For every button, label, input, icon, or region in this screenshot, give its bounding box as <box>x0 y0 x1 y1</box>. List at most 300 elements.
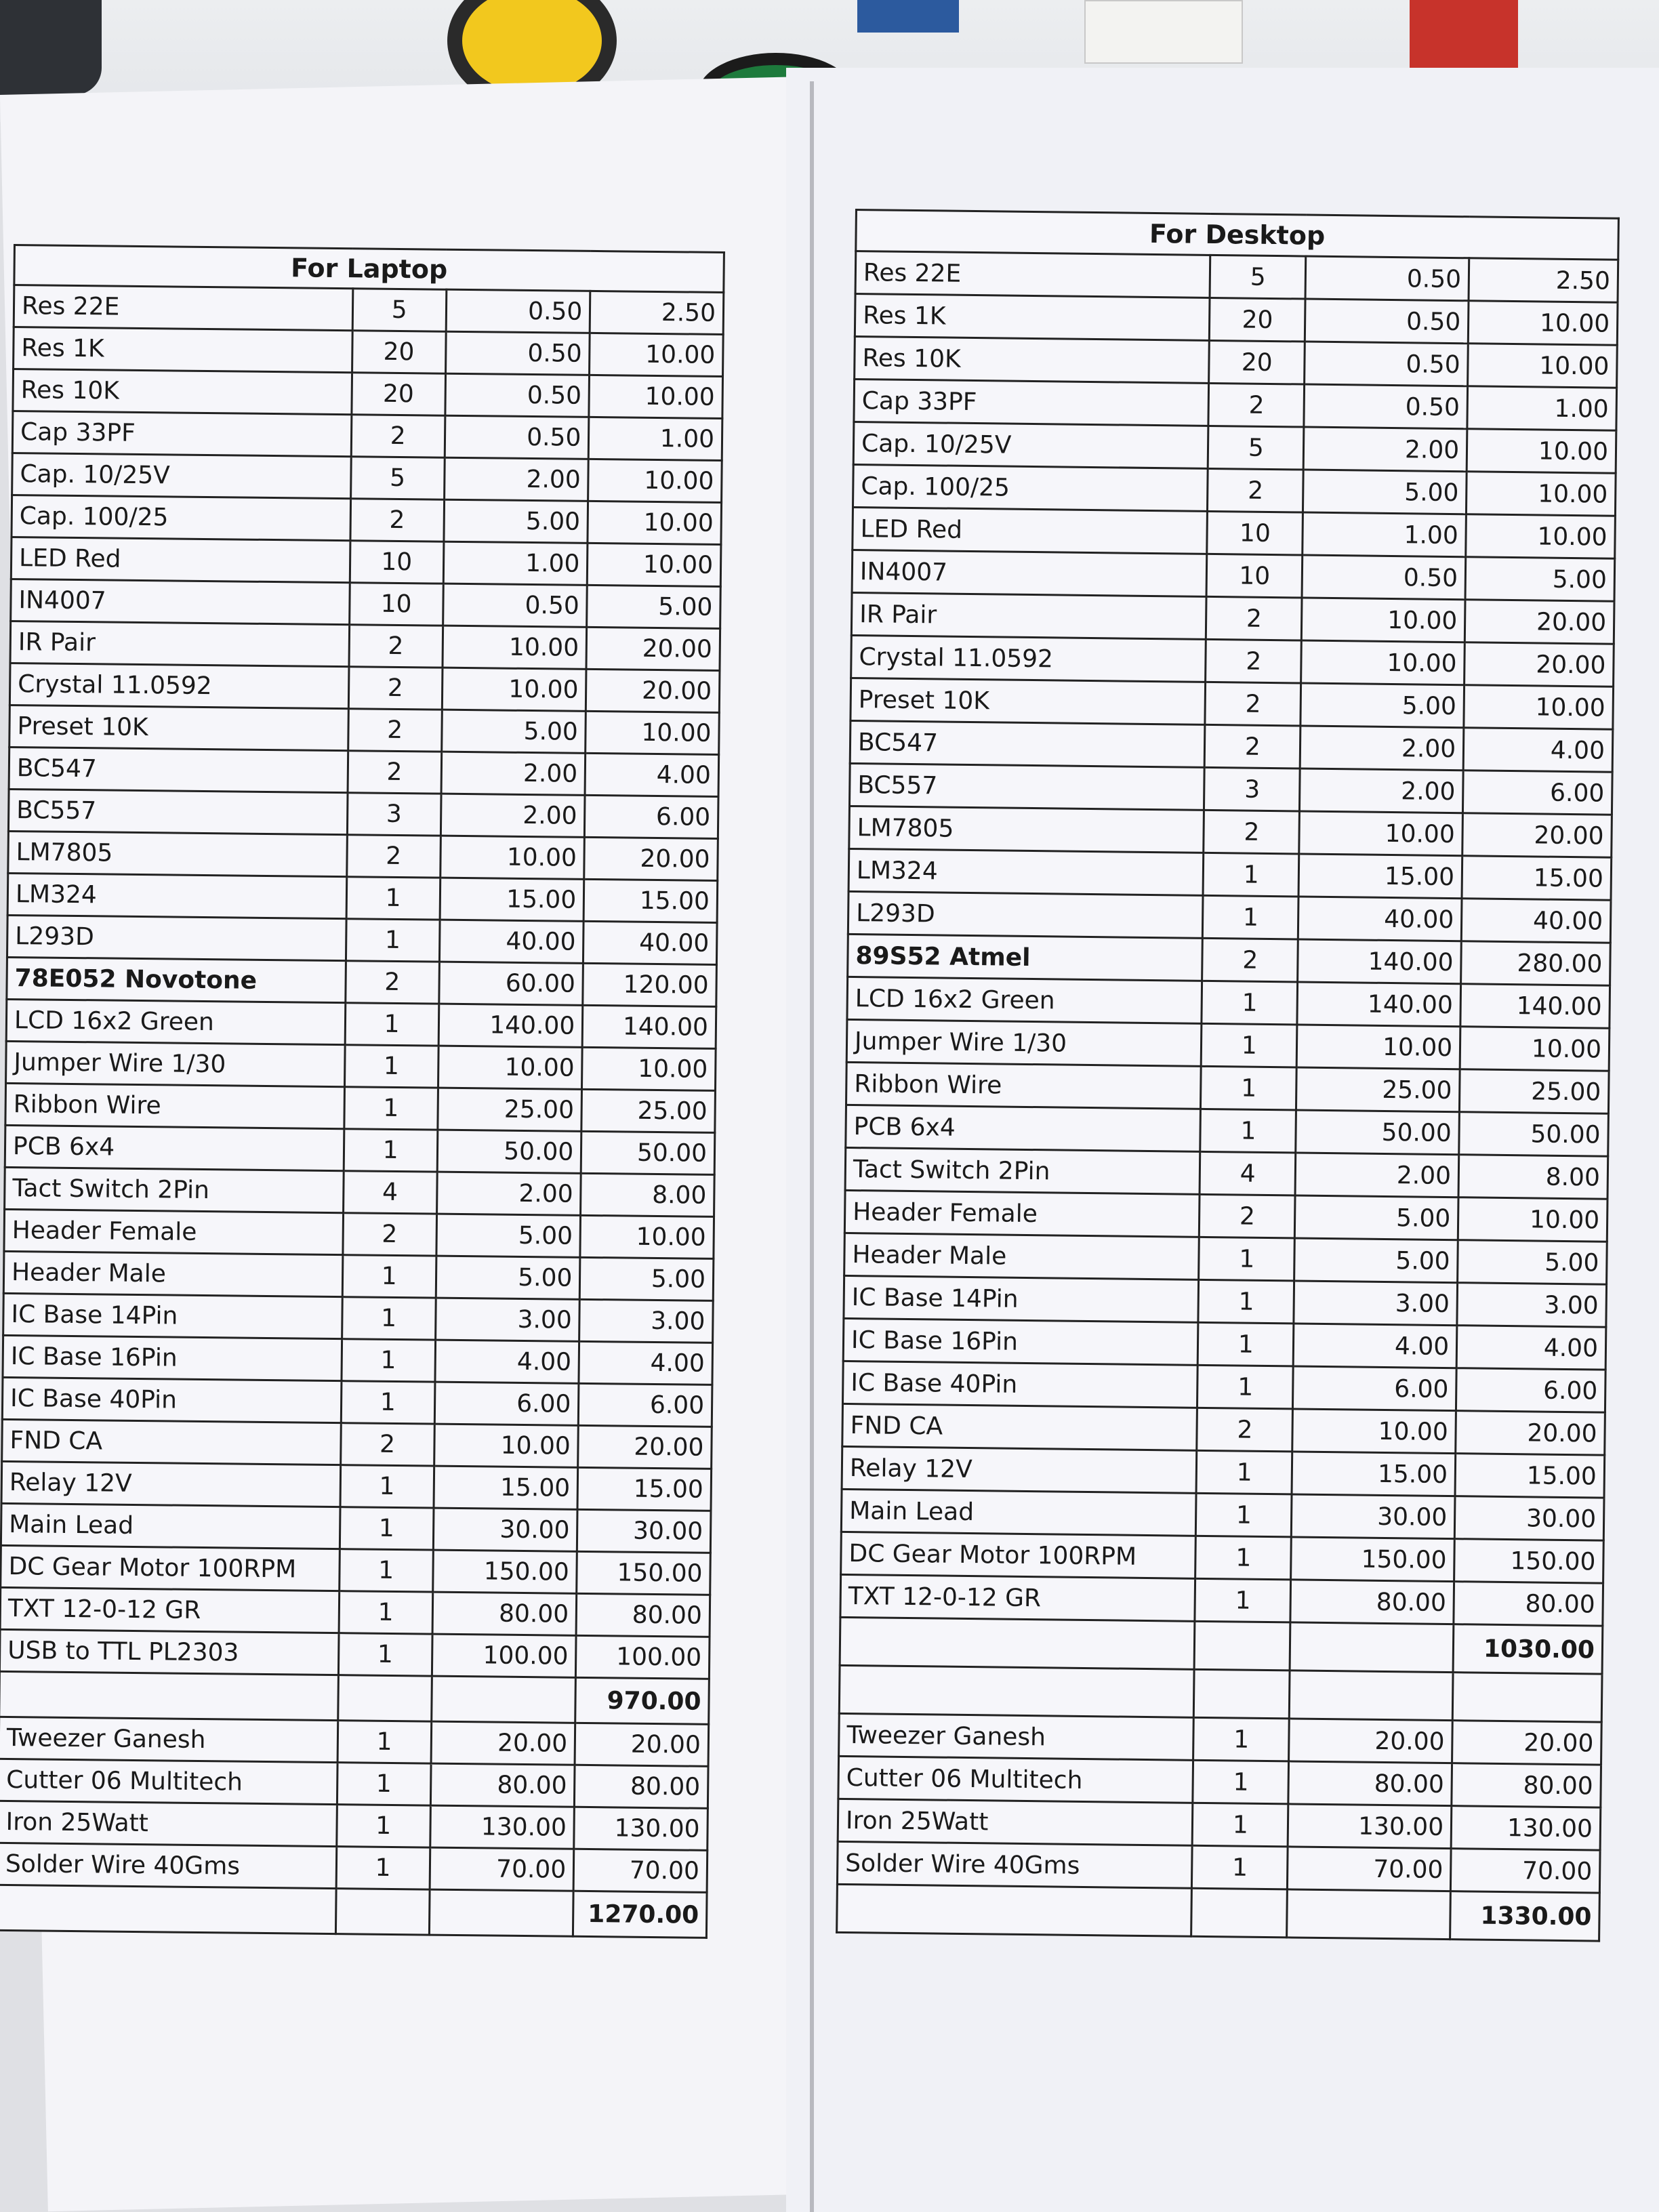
quantity-cell: 10 <box>1206 554 1303 598</box>
item-name-cell: Solder Wire 40Gms <box>837 1841 1192 1888</box>
quantity-cell: 1 <box>344 1087 438 1130</box>
item-name-cell: Cap 33PF <box>854 380 1209 426</box>
laptop-table-title: For Laptop <box>14 245 724 293</box>
price-cell: 4.00 <box>585 753 718 796</box>
quantity-cell: 5 <box>350 457 445 499</box>
quantity-cell: 4 <box>343 1171 437 1214</box>
table-row <box>8 831 718 880</box>
quantity-cell: 1 <box>1201 1066 1297 1110</box>
price-cell: 25.00 <box>438 1088 582 1131</box>
quantity-cell: 1 <box>337 1763 431 1805</box>
price-cell: 2.00 <box>1300 769 1463 813</box>
table-row <box>11 579 721 628</box>
price-cell: 3.00 <box>579 1299 713 1343</box>
item-name-cell <box>837 1884 1192 1936</box>
tool-row <box>0 1759 708 1808</box>
price-cell: 30.00 <box>1454 1496 1604 1540</box>
price-cell: 10.00 <box>1468 344 1618 388</box>
table-row <box>3 1335 713 1385</box>
item-name-cell: Cutter 06 Multitech <box>0 1759 337 1804</box>
laptop-table-body <box>0 285 724 1938</box>
quantity-cell <box>1194 1621 1290 1671</box>
price-cell: 80.00 <box>1288 1761 1452 1806</box>
price-cell: 140.00 <box>438 1004 583 1047</box>
item-name-cell: DC Gear Motor 100RPM <box>1 1545 340 1591</box>
table-row <box>7 915 717 964</box>
item-name-cell: Tact Switch 2Pin <box>5 1167 344 1212</box>
price-cell: 10.00 <box>589 375 722 418</box>
price-cell: 5.00 <box>444 499 588 543</box>
item-name-cell: FND CA <box>2 1419 341 1465</box>
quantity-cell: 20 <box>1210 298 1306 342</box>
quantity-cell: 1 <box>337 1721 432 1763</box>
quantity-cell: 1 <box>1198 1279 1294 1324</box>
price-cell: 5.00 <box>587 585 720 628</box>
price-cell: 50.00 <box>581 1131 714 1174</box>
price-cell: 10.00 <box>586 711 719 754</box>
price-cell: 40.00 <box>1461 899 1611 943</box>
price-cell: 3.00 <box>1457 1283 1607 1327</box>
item-name-cell: Main Lead <box>841 1489 1196 1536</box>
subtotal-value: 1030.00 <box>1453 1624 1603 1674</box>
price-cell: 40.00 <box>1298 897 1462 941</box>
table-row <box>9 663 720 712</box>
price-cell: 80.00 <box>576 1593 710 1637</box>
price-cell: 15.00 <box>1455 1454 1605 1498</box>
item-name-cell: Crystal 11.0592 <box>9 663 348 708</box>
item-name-cell <box>0 1885 336 1933</box>
item-name-cell: Res 10K <box>855 337 1210 384</box>
quantity-cell: 2 <box>345 961 439 1004</box>
quantity-cell: 2 <box>1208 468 1304 512</box>
quantity-cell: 2 <box>350 499 445 541</box>
red-component <box>1410 0 1518 75</box>
quantity-cell: 1 <box>346 877 441 920</box>
subtotal-row <box>840 1617 1603 1674</box>
item-name-cell: Res 1K <box>855 294 1210 341</box>
price-cell: 2.00 <box>441 752 586 795</box>
quantity-cell: 1 <box>1197 1365 1294 1409</box>
item-name-cell: Tweezer Ganesh <box>839 1713 1194 1760</box>
item-name-cell: Header Female <box>844 1190 1200 1237</box>
quantity-cell: 1 <box>340 1465 434 1508</box>
price-cell: 10.00 <box>434 1424 578 1467</box>
quantity-cell <box>1191 1888 1288 1938</box>
price-cell: 20.00 <box>431 1721 575 1765</box>
item-name-cell: Res 22E <box>14 285 352 331</box>
item-name-cell: LED Red <box>853 507 1208 554</box>
desktop-table-title: For Desktop <box>856 210 1619 260</box>
quantity-cell: 1 <box>1195 1536 1292 1580</box>
quantity-cell: 2 <box>1202 938 1298 982</box>
table-row <box>13 369 723 419</box>
table-row <box>1 1503 711 1553</box>
item-name-cell: LCD 16x2 Green <box>6 999 345 1044</box>
price-cell: 6.00 <box>434 1382 579 1425</box>
quantity-cell: 5 <box>352 289 447 331</box>
price-cell: 5.00 <box>1294 1238 1458 1283</box>
table-row <box>7 873 718 922</box>
blank-row <box>839 1665 1602 1722</box>
quantity-cell: 1 <box>1199 1237 1295 1281</box>
price-cell: 8.00 <box>581 1173 714 1216</box>
item-name-cell: Header Male <box>3 1251 342 1296</box>
quantity-cell <box>1193 1669 1290 1719</box>
price-cell: 10.00 <box>1464 685 1614 729</box>
price-cell: 100.00 <box>432 1634 576 1677</box>
table-row <box>3 1251 714 1300</box>
price-cell: 4.00 <box>435 1340 579 1383</box>
price-cell: 10.00 <box>1301 640 1465 685</box>
quantity-cell: 1 <box>1196 1493 1292 1537</box>
price-cell: 1.00 <box>1303 512 1466 557</box>
price-cell: 20.00 <box>1289 1719 1452 1763</box>
item-name-cell: Relay 12V <box>842 1446 1197 1493</box>
item-name-cell: Cap 33PF <box>12 411 351 457</box>
quantity-cell: 1 <box>340 1507 434 1550</box>
quantity-cell: 1 <box>339 1591 433 1634</box>
price-cell: 20.00 <box>1452 1721 1602 1765</box>
table-row <box>9 747 719 796</box>
quantity-cell: 1 <box>338 1633 432 1676</box>
price-cell: 70.00 <box>573 1849 707 1892</box>
price-cell: 5.00 <box>436 1256 580 1299</box>
quantity-cell: 1 <box>344 1129 438 1172</box>
subtotal-value: 970.00 <box>575 1677 709 1724</box>
price-cell: 10.00 <box>588 543 721 586</box>
grand-total-row <box>837 1884 1600 1941</box>
subtotal-row <box>0 1671 709 1724</box>
price-cell: 20.00 <box>586 669 720 712</box>
price-cell: 120.00 <box>583 963 716 1006</box>
item-name-cell: 78E052 Novotone <box>7 957 346 1002</box>
price-cell: 6.00 <box>1463 771 1613 815</box>
price-cell: 60.00 <box>439 962 583 1005</box>
quantity-cell: 1 <box>1197 1322 1294 1366</box>
item-name-cell: Jumper Wire 1/30 <box>6 1041 345 1086</box>
blue-component <box>857 0 959 33</box>
quantity-cell: 1 <box>1192 1845 1288 1889</box>
price-cell: 2.00 <box>436 1172 581 1215</box>
quantity-cell: 1 <box>1200 1109 1296 1153</box>
grand-total-value: 1270.00 <box>573 1891 707 1938</box>
quantity-cell: 2 <box>1206 639 1302 683</box>
price-cell: 15.00 <box>1292 1452 1456 1496</box>
price-cell: 10.00 <box>1297 1025 1460 1069</box>
item-name-cell: IN4007 <box>852 550 1207 596</box>
item-name-cell: BC547 <box>9 747 348 792</box>
quantity-cell: 1 <box>342 1297 436 1340</box>
price-cell <box>1287 1889 1450 1940</box>
price-cell: 0.50 <box>1305 342 1468 386</box>
quantity-cell: 1 <box>1193 1717 1290 1761</box>
price-cell: 40.00 <box>439 920 583 963</box>
price-cell: 80.00 <box>430 1763 575 1807</box>
price-cell: 6.00 <box>1293 1366 1456 1411</box>
price-cell: 10.00 <box>588 459 722 502</box>
item-name-cell: Res 22E <box>855 251 1210 298</box>
item-name-cell: LED Red <box>11 537 350 582</box>
price-cell: 10.00 <box>1467 472 1616 516</box>
price-cell: 15.00 <box>577 1467 711 1511</box>
quantity-cell: 2 <box>349 625 443 668</box>
quantity-cell: 1 <box>342 1339 436 1382</box>
price-cell: 10.00 <box>590 333 723 376</box>
item-name-cell: IN4007 <box>11 579 350 624</box>
quantity-cell: 2 <box>1205 682 1301 726</box>
price-cell: 2.00 <box>444 457 588 501</box>
price-cell: 4.00 <box>1456 1326 1606 1370</box>
price-cell: 15.00 <box>1462 856 1612 900</box>
price-cell: 150.00 <box>432 1550 577 1593</box>
price-cell: 20.00 <box>575 1723 708 1766</box>
price-cell: 30.00 <box>1292 1494 1455 1539</box>
item-name-cell: Res 10K <box>13 369 352 415</box>
quantity-cell: 1 <box>1203 853 1299 897</box>
price-cell: 20.00 <box>1465 642 1614 687</box>
laptop-price-table <box>0 244 725 1939</box>
price-cell: 0.50 <box>443 583 587 627</box>
tool-row <box>0 1717 709 1766</box>
price-cell: 10.00 <box>580 1215 714 1258</box>
price-cell: 2.00 <box>1304 427 1467 472</box>
quantity-cell: 1 <box>341 1381 435 1424</box>
price-cell: 5.00 <box>436 1214 581 1257</box>
price-cell: 6.00 <box>1456 1368 1606 1412</box>
price-cell: 140.00 <box>1460 984 1610 1028</box>
price-cell: 80.00 <box>1290 1580 1454 1624</box>
table-row <box>3 1293 714 1343</box>
quantity-cell: 3 <box>347 793 441 836</box>
price-cell <box>431 1676 575 1723</box>
item-name-cell: Cap. 10/25V <box>12 453 351 498</box>
price-cell: 4.00 <box>1294 1324 1457 1368</box>
quantity-cell: 10 <box>1207 511 1303 555</box>
price-cell: 5.00 <box>1303 470 1467 514</box>
table-row <box>1 1461 712 1511</box>
table-row <box>5 1167 715 1216</box>
price-cell: 3.00 <box>435 1298 579 1341</box>
price-cell: 130.00 <box>574 1807 708 1850</box>
price-cell: 150.00 <box>577 1551 710 1595</box>
quantity-cell: 2 <box>351 415 445 457</box>
price-cell: 20.00 <box>578 1425 712 1469</box>
price-cell: 10.00 <box>582 1047 716 1090</box>
item-name-cell: BC557 <box>849 763 1204 810</box>
table-row <box>5 1083 716 1132</box>
item-name-cell: Cap. 10/25V <box>853 422 1208 468</box>
quantity-cell: 2 <box>348 667 443 710</box>
quantity-cell: 2 <box>1206 596 1303 640</box>
price-cell: 10.00 <box>440 836 584 879</box>
quantity-cell: 2 <box>1204 810 1300 854</box>
price-cell: 130.00 <box>1451 1806 1601 1850</box>
quantity-cell: 1 <box>346 919 440 962</box>
price-cell: 15.00 <box>440 878 584 921</box>
price-cell: 20.00 <box>1456 1411 1605 1455</box>
item-name-cell: 89S52 Atmel <box>848 934 1203 981</box>
price-cell: 130.00 <box>430 1805 574 1849</box>
price-cell: 10.00 <box>1468 301 1618 345</box>
desktop-table-body <box>837 251 1618 1942</box>
price-cell: 15.00 <box>1299 854 1462 899</box>
item-name-cell: IC Base 40Pin <box>842 1361 1197 1408</box>
quantity-cell: 3 <box>1204 767 1300 811</box>
price-cell <box>1290 1622 1454 1673</box>
price-cell: 140.00 <box>1297 982 1460 1027</box>
price-cell: 6.00 <box>585 795 718 838</box>
quantity-cell: 5 <box>1208 426 1304 470</box>
quantity-cell: 1 <box>1192 1803 1288 1847</box>
price-cell: 2.00 <box>1300 726 1464 771</box>
item-name-cell: Main Lead <box>1 1503 340 1549</box>
price-cell: 30.00 <box>433 1508 577 1551</box>
item-name-cell: Iron 25Watt <box>0 1801 337 1846</box>
item-name-cell: IC Base 16Pin <box>3 1335 342 1380</box>
item-name-cell: Header Female <box>4 1209 343 1254</box>
quantity-cell <box>337 1675 432 1721</box>
item-name-cell: Relay 12V <box>1 1461 340 1507</box>
item-name-cell: TXT 12-0-12 GR <box>0 1587 339 1633</box>
item-name-cell: BC547 <box>850 720 1205 767</box>
price-cell: 0.50 <box>446 289 590 333</box>
price-cell: 10.00 <box>1460 1027 1610 1071</box>
quantity-cell: 1 <box>1193 1760 1289 1804</box>
item-name-cell: IC Base 16Pin <box>843 1318 1198 1365</box>
quantity-cell: 1 <box>1203 895 1299 939</box>
item-name-cell: IC Base 14Pin <box>844 1275 1199 1322</box>
laptop-table-header <box>14 245 724 293</box>
table-row <box>5 1125 715 1174</box>
quantity-cell: 2 <box>346 835 441 878</box>
price-cell: 5.00 <box>441 710 586 753</box>
tool-row <box>0 1843 708 1892</box>
item-name-cell: IR Pair <box>10 621 349 666</box>
price-cell: 20.00 <box>584 837 718 880</box>
price-cell: 130.00 <box>1288 1804 1452 1849</box>
quantity-cell: 4 <box>1200 1151 1296 1195</box>
price-cell: 70.00 <box>1288 1847 1451 1891</box>
price-cell: 0.50 <box>1304 384 1467 429</box>
table-row <box>2 1377 712 1427</box>
item-name-cell: Preset 10K <box>9 705 348 750</box>
dark-component <box>0 0 102 95</box>
price-cell: 25.00 <box>581 1089 715 1132</box>
quantity-cell: 2 <box>1200 1194 1296 1238</box>
price-cell: 2.00 <box>1296 1153 1459 1197</box>
price-cell: 10.00 <box>1458 1197 1607 1242</box>
quantity-cell: 2 <box>340 1423 434 1466</box>
paper-fold-edge <box>810 81 814 2212</box>
price-cell: 80.00 <box>1454 1582 1603 1626</box>
price-cell: 1.00 <box>589 417 722 460</box>
quantity-cell: 5 <box>1210 255 1306 299</box>
price-cell: 80.00 <box>1452 1763 1601 1807</box>
table-row <box>6 999 716 1048</box>
price-cell: 10.00 <box>1292 1409 1456 1454</box>
table-row <box>0 1587 710 1637</box>
price-cell: 15.00 <box>434 1466 578 1509</box>
price-cell: 80.00 <box>432 1592 577 1635</box>
price-cell: 15.00 <box>583 879 717 922</box>
item-name-cell: Crystal 11.0592 <box>851 635 1206 682</box>
table-row <box>12 495 722 544</box>
item-name-cell: Cutter 06 Multitech <box>838 1756 1193 1803</box>
table-row <box>7 957 717 1006</box>
price-cell: 6.00 <box>579 1383 712 1427</box>
item-name-cell: Cap. 100/25 <box>12 495 350 540</box>
quantity-cell: 20 <box>352 331 446 373</box>
item-name-cell: LM7805 <box>8 831 347 876</box>
table-row <box>8 789 718 838</box>
item-name-cell: PCB 6x4 <box>846 1105 1201 1151</box>
price-cell: 5.00 <box>1465 557 1615 601</box>
price-cell: 2.00 <box>441 794 585 837</box>
price-cell: 70.00 <box>1451 1849 1601 1893</box>
price-cell: 10.00 <box>443 626 587 669</box>
price-cell: 0.50 <box>1306 256 1469 301</box>
price-cell: 4.00 <box>579 1341 712 1385</box>
item-name-cell: Cap. 100/25 <box>853 464 1208 511</box>
item-name-cell: Preset 10K <box>851 678 1206 724</box>
price-cell: 50.00 <box>437 1130 581 1173</box>
price-cell: 140.00 <box>582 1005 716 1048</box>
quantity-cell: 1 <box>336 1847 430 1889</box>
price-cell: 0.50 <box>445 373 590 417</box>
desktop-price-table <box>836 209 1620 1942</box>
price-cell: 20.00 <box>1462 813 1612 857</box>
price-cell: 5.00 <box>580 1257 714 1300</box>
quantity-cell: 1 <box>342 1255 436 1298</box>
item-name-cell: BC557 <box>8 789 347 834</box>
quantity-cell: 1 <box>1201 1023 1297 1067</box>
table-row <box>14 285 724 335</box>
quantity-cell: 20 <box>351 373 445 415</box>
quantity-cell: 1 <box>339 1549 433 1592</box>
price-cell: 0.50 <box>445 415 589 459</box>
quantity-cell: 2 <box>1197 1408 1293 1452</box>
item-name-cell: USB to TTL PL2303 <box>0 1629 339 1675</box>
table-row <box>6 1041 716 1090</box>
price-cell: 50.00 <box>1459 1112 1609 1156</box>
price-cell: 0.50 <box>1303 555 1466 600</box>
table-row <box>12 411 722 461</box>
quantity-cell: 2 <box>1208 383 1305 427</box>
quantity-cell: 20 <box>1209 340 1305 384</box>
item-name-cell: LM324 <box>7 873 346 918</box>
price-cell: 10.00 <box>1466 514 1616 558</box>
table-row <box>10 621 720 670</box>
quantity-cell: 10 <box>350 541 444 583</box>
price-cell <box>1290 1671 1453 1721</box>
item-name-cell: PCB 6x4 <box>5 1125 344 1170</box>
item-name-cell: IR Pair <box>851 592 1206 639</box>
price-cell: 20.00 <box>586 627 720 670</box>
item-name-cell: LM7805 <box>849 806 1204 853</box>
quantity-cell: 1 <box>336 1805 430 1847</box>
price-cell: 0.50 <box>445 331 590 375</box>
item-name-cell: IC Base 40Pin <box>2 1377 341 1422</box>
price-cell: 5.00 <box>1295 1195 1458 1240</box>
item-name-cell: L293D <box>848 891 1203 938</box>
price-cell: 30.00 <box>577 1509 711 1553</box>
relay-component <box>1084 0 1243 64</box>
price-cell: 10.00 <box>438 1046 582 1089</box>
quantity-cell: 1 <box>1202 981 1298 1025</box>
item-name-cell: FND CA <box>842 1404 1197 1450</box>
item-name-cell: Header Male <box>844 1233 1200 1279</box>
price-cell: 25.00 <box>1460 1069 1610 1113</box>
